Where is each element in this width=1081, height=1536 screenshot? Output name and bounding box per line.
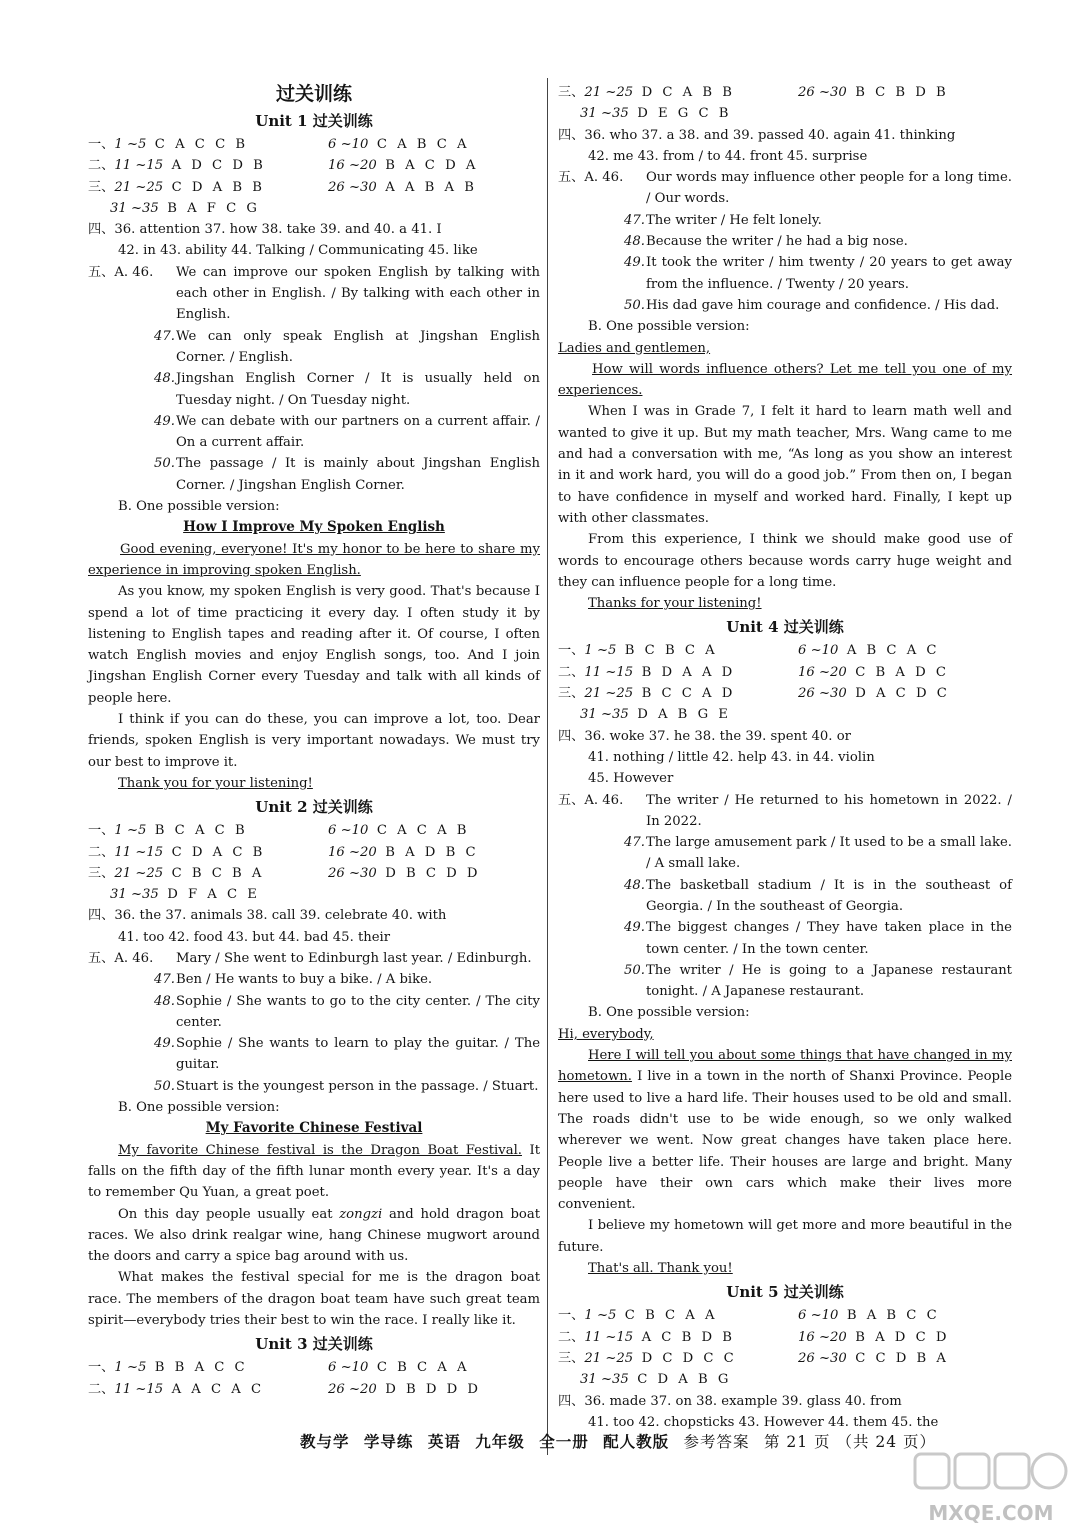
answer-row: 二、11 ~15 A A C A C 26 ~20 D B D D D <box>88 1381 481 1397</box>
unit2-qa-49: 49.Sophie / She wants to learn to play the guitar. / The guitar. <box>154 1036 540 1073</box>
unit1-fill-2: 42. in 43. ability 44. Talking / Communicating 45. like <box>118 243 478 259</box>
unit2-qa-48: 48.Sophie / She wants to go to the city center. / The city center. <box>154 993 540 1030</box>
unit1-b-version: B. One possible version: <box>118 499 280 515</box>
unit4-b-version: B. One possible version: <box>588 1005 750 1021</box>
footer-section: 参考答案 <box>683 1433 750 1451</box>
unit3-heading: Unit 3 过关训练 <box>255 1335 373 1354</box>
unit5-fill-1: 四、36. made 37. on 38. example 39. glass 40. from <box>558 1393 902 1409</box>
unit2-b-version: B. One possible version: <box>118 1100 280 1116</box>
unit4-heading: Unit 4 过关训练 <box>726 618 844 637</box>
unit2-essay-p2: What makes the festival special for me is the dragon boat race. The members of the dragon boat team have such great team spirit—everybody tries their best to win the race. I really like it. <box>88 1270 540 1329</box>
unit2-qa-46: 五、A. 46. Mary / She went to Edinburgh last year. / Edinburgh. <box>88 950 532 966</box>
unit1-qa-49: 49.We can debate with our partners on a current affair. / On a current affair. <box>154 413 540 451</box>
answer-row: 一、1 ~5 B C A C B 6 ~10 C A C A B <box>88 823 470 839</box>
unit2-essay-p1: On this day people usually eat zongzi and hold dragon boat races. We also drink realgar wine, hang Chinese mugwort around the doors and carry a spice bag around with us. <box>88 1206 540 1265</box>
unit2-qa-50: 50.Stuart is the youngest person in the passage. / Stuart. <box>154 1078 539 1094</box>
unit3-qa-50: 50.His dad gave him courage and confidence. / His dad. <box>624 297 1000 313</box>
column-divider <box>547 78 548 1455</box>
footer-volume: 全一册 <box>539 1432 589 1451</box>
unit1-essay-title: How I Improve My Spoken English <box>183 519 445 536</box>
unit1-essay-p1: As you know, my spoken English is very good. That's because I spend a lot of time practicing it every day. I often study it by listening to English tapes and reading after it. Of course, I often watch English movies and enjoy English songs, too. And I join Jingshan English Corner every Tuesday and talk with all kinds of people here. <box>88 584 540 706</box>
unit4-choice <box>558 640 1012 725</box>
answer-row: 三、21 ~25 B C C A D 26 ~30 D A C D C <box>558 686 950 702</box>
answer-row: 31 ~35 D F A C E <box>110 887 260 903</box>
unit3-fill-2: 42. me 43. from / to 44. front 45. surprise <box>588 148 868 164</box>
unit1-essay-p2: I think if you can do these, you can improve a lot, too. Dear friends, spoken English is very important nowadays. We must try our best to improve it. <box>88 712 540 770</box>
unit2-fill-1: 四、36. the 37. animals 38. call 39. celebrate 40. with <box>88 908 447 924</box>
answer-row: 一、1 ~5 B C B C A 6 ~10 A B C A C <box>558 643 940 659</box>
watermark-text: MXQE.COM <box>928 1501 1054 1525</box>
unit5-heading: Unit 5 过关训练 <box>726 1283 844 1302</box>
unit1-qa-47: 47.We can only speak English at Jingshan English Corner. / English. <box>154 328 540 365</box>
unit3-choice-right <box>558 82 1012 125</box>
page-footer <box>300 1431 937 1453</box>
unit3-qa-49: 49.It took the writer / him twenty / 20 years to get away from the influence. / Twenty / 20 years. <box>624 255 1012 292</box>
unit1-qa-48: 48.Jingshan English Corner / It is usually held on Tuesday night. / On Tuesday night. <box>154 371 540 408</box>
unit4-qa-46: 五、A. 46. The writer / He returned to his hometown in 2022. / In 2022. <box>558 792 1012 829</box>
answer-row: 一、1 ~5 C A C C B 6 ~10 C A B C A <box>88 137 470 152</box>
answer-row: 二、11 ~15 A C B D B 16 ~20 B A D C D <box>558 1329 950 1345</box>
answer-row: 三、21 ~25 D C D C C 26 ~30 C C D B A <box>558 1350 949 1366</box>
footer-page-number: 第 21 页 （共 24 页） <box>763 1433 937 1451</box>
left-column <box>88 78 540 1400</box>
footer-edition: 配人教版 <box>603 1432 670 1451</box>
answer-row: 31 ~35 C D A B G <box>580 1372 732 1388</box>
unit1-fill-1: 四、36. attention 37. how 38. take 39. and 40. a 41. I <box>88 222 442 238</box>
unit2-essay-open: My favorite Chinese festival is the Dragon Boat Festival. It falls on the fifth day of the fifth lunar month every year. It's a day to remember Qu Yuan, a great poet. <box>88 1142 540 1201</box>
answer-row: 二、11 ~15 A D C D B 16 ~20 B A C D A <box>88 158 479 174</box>
unit4-essay-open: Here I will tell you about some things that have changed in my hometown. I live in a town in the north of Shanxi Province. People here used to live a hard life. Their houses used to be old and small. The roads didn't use to be wide enough, so we only walked wherever we went. Now great changes have taken place here. People live a better life. Their houses are large and bright. Many people have their own cars which make their lives more convenient. <box>558 1048 1012 1213</box>
unit4-essay-close: That's all. Thank you! <box>588 1261 733 1277</box>
unit2-qa-47: 47.Ben / He wants to buy a bike. / A bike. <box>154 972 433 988</box>
unit3-essay-p1: When I was in Grade 7, I felt it hard to learn math well and wanted to give it up. But my math teacher, Mrs. Wang came to me and had a conversation with me, “As long as you show an interest in it and work hard, you will do a good job.” From then on, I began to have confidence in myself and worked hard. Finally, I kept up with other classmates. <box>558 404 1012 526</box>
answer-row: 三、21 ~25 C B C B A 26 ~30 D B C D D <box>88 865 481 881</box>
unit4-qa-47: 47.The large amusement park / It used to be a small lake. / A small lake. <box>624 835 1012 872</box>
unit3-b-version: B. One possible version: <box>588 319 750 335</box>
answer-row: 三、21 ~25 D C A B B 26 ~30 B C B D B <box>558 85 949 100</box>
answer-row: 一、1 ~5 B B A C C 6 ~10 C B C A A <box>88 1360 470 1376</box>
answer-row: 三、21 ~25 C D A B B 26 ~30 A A B A B <box>88 179 477 195</box>
unit3-fill-1: 四、36. who 37. a 38. and 39. passed 40. again 41. thinking <box>558 127 956 143</box>
unit4-fill-3: 45. However <box>588 771 674 787</box>
unit1-heading: Unit 1 过关训练 <box>255 112 373 130</box>
unit2-fill-2: 41. too 42. food 43. but 44. bad 45. their <box>118 929 391 945</box>
unit5-fill-2: 41. too 42. chopsticks 43. However 44. them 45. the <box>588 1414 939 1430</box>
unit1-choice <box>88 134 540 219</box>
unit5-choice <box>558 1305 1012 1390</box>
unit4-qa-48: 48.The basketball stadium / It is in the southeast of Georgia. / In the southeast of Georgia. <box>624 877 1012 914</box>
answer-row: 二、11 ~15 B D A A D 16 ~20 C B A D C <box>558 664 949 680</box>
unit2-choice <box>88 820 540 905</box>
unit4-essay-p2: I believe my hometown will get more and more beautiful in the future. <box>558 1218 1012 1255</box>
unit4-qa-49: 49.The biggest changes / They have taken place in the town center. / In the town center. <box>624 920 1012 957</box>
answer-row: 二、11 ~15 C D A C B 16 ~20 B A D B C <box>88 844 479 860</box>
unit2-essay-title: My Favorite Chinese Festival <box>205 1120 423 1137</box>
unit2-heading: Unit 2 过关训练 <box>255 798 373 817</box>
unit3-qa-47: 47.The writer / He felt lonely. <box>624 212 822 228</box>
unit1-essay-close: Thank you for your listening! <box>118 775 313 791</box>
answer-row: 一、1 ~5 C B C A A 6 ~10 B A B C C <box>558 1308 940 1324</box>
unit3-qa-46: 五、A. 46. Our words may influence other people for a long time. / Our words. <box>558 170 1012 207</box>
unit3-essay-close: Thanks for your listening! <box>588 596 762 612</box>
page-title: 过关训练 <box>275 83 352 105</box>
footer-series: 学导练 <box>363 1432 414 1451</box>
footer-grade: 九年级 <box>475 1432 525 1451</box>
unit4-fill-2: 41. nothing / little 42. help 43. in 44. violin <box>588 749 875 765</box>
unit3-choice-left <box>88 1357 540 1400</box>
footer-subject: 英语 <box>427 1432 461 1451</box>
unit3-qa-48: 48.Because the writer / he had a big nose. <box>624 234 908 250</box>
watermark-logo-icon <box>907 1448 1075 1530</box>
unit3-essay-open: How will words influence others? Let me tell you one of my experiences. <box>558 361 1012 399</box>
footer-brand: 教与学 <box>300 1432 350 1451</box>
unit3-essay-greet: Ladies and gentlemen, <box>558 340 711 356</box>
unit3-essay-p2: From this experience, I think we should make good use of words to encourage others because words carry huge weight and they can influence people for a long time. <box>558 532 1012 590</box>
unit1-essay-open: Good evening, everyone! It's my honor to be here to share my experience in improving spoken English. <box>88 541 540 578</box>
answer-row: 31 ~35 D E G C B <box>580 106 732 122</box>
right-column <box>558 82 1012 1433</box>
unit1-qa-50: 50.The passage / It is mainly about Jingshan English Corner. / Jingshan English Corner. <box>154 456 540 493</box>
answer-row: 31 ~35 D A B G E <box>580 707 731 723</box>
unit4-fill-1: 四、36. woke 37. he 38. the 39. spent 40. or <box>558 728 851 744</box>
answer-row: 31 ~35 B A F C G <box>110 200 260 216</box>
unit4-qa-50: 50.The writer / He is going to a Japanese restaurant tonight. / A Japanese restaurant. <box>624 962 1012 1000</box>
unit1-qa-46: 五、A. 46. We can improve our spoken English by talking with each other in English. / By talking with each other in English. <box>88 264 540 323</box>
unit4-essay-greet: Hi, everybody, <box>558 1026 654 1042</box>
